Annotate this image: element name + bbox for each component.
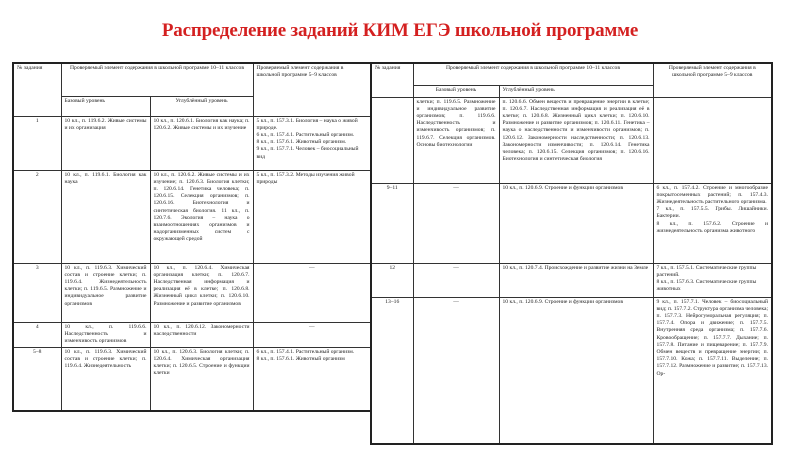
- basic-level-cell: 10 кл., п. 119.6.3. Химический состав и строение клетки; п. 119.6.4. Жизнедеятельность клетки; п. 119.6.5. Размножение и индивидуальное развитие организмов: [61, 263, 150, 322]
- grades-5-9-cell: —: [253, 322, 371, 347]
- basic-level-cell: —: [413, 263, 499, 297]
- header-task-no: № задания: [371, 63, 413, 97]
- grades-5-9-cell: —: [253, 263, 371, 322]
- item: 9 кл., п. 157.7.1. Человек – биосоциальный вид: [256, 146, 359, 160]
- basic-level-cell: —: [413, 297, 499, 444]
- grades-5-9-cell: 9 кл., п. 157.7.1. Человек – биосоциальный вид; п. 157.7.2. Структура организма человека; п. 157.7.3. Нейрогуморальная регуляция; п. 157.7.4. Опора и движение; п. 157.7.5. Внутренняя среда организма; п. 157.7.6. Кровообращение; п. 157.7.7. Дыхание; п. 157.7.8. Питание и пищеварение; п. 157.7.9. Обмен веществ и превращение энергии; п. 157.7.10. Кожа; п. 157.7.11. Выделение; п. 157.7.12. Размножение и развитие; п. 157.7.13. Ор-: [653, 297, 772, 444]
- advanced-level-cell: 10 кл., п. 120.6.9. Строение и функции организмов: [499, 297, 653, 444]
- header-advanced-level: Углублённый уровень: [150, 96, 253, 116]
- task-number: 5–8: [13, 347, 61, 411]
- item: 8 кл., п. 157.6.1. Животный организм: [256, 355, 345, 362]
- advanced-level-cell: 10 кл., п. 120.6.4. Химическая организация клетки; п. 120.6.7. Наследственная информация и реализация её в клетке; п. 120.6.8. Жизненный цикл клетки; п. 120.6.10. Размножение и развитие организмов: [150, 263, 253, 322]
- advanced-level-cell: п. 120.6.6. Обмен веществ и превращение энергии в клетке; п. 120.6.7. Наследственная информация и реализация её в клетке; п. 120.6.8. Жизненный цикл клетки; п. 120.6.10. Размножение и развитие организмов; п. 120.6.11. Генетика – наука о наследственности и изменчивости организмов; п. 120.6.12. Закономерности наследственности; п. 120.6.13. Закономерности изменчивости; п. 120.6.14. Генетика человека; п. 120.6.15. Селекция организмов; п. 120.6.16. Биотехнология и синтетическая биология: [499, 97, 653, 183]
- task-number: [371, 97, 413, 183]
- header-grades-5-9: Проверяемый элемент содержания в школьной программе 5–9 классов: [653, 63, 772, 97]
- item: 8 кл., п. 157.6.3. Систематические группы животных: [656, 278, 757, 293]
- task-number: 12: [371, 263, 413, 297]
- left-distribution-table: [12, 62, 372, 412]
- page-title: Распределение заданий КИМ ЕГЭ школьной программе: [161, 20, 639, 41]
- table-row: [13, 347, 371, 411]
- item: 5 кл., п. 157.3.2. Методы изучения живой природы: [256, 171, 355, 185]
- task-number: 1: [13, 116, 61, 170]
- basic-level-cell: клетки; п. 119.6.5. Размножение и индивидуальное развитие организмов; п. 119.6.6. Наследственность и изменчивость организмов; п. 119.6.7. Селекция организмов. Основы биотехнологии: [413, 97, 499, 183]
- grades-5-9-cell: [253, 170, 371, 263]
- header-basic-level: Базовый уровень: [61, 96, 150, 116]
- header-task-no: № задания: [13, 63, 61, 116]
- task-number: 3: [13, 263, 61, 322]
- header-grades-10-11: Проверяемый элемент содержания в школьной программе 10–11 классов: [413, 63, 653, 85]
- advanced-level-cell: 10 кл., п. 120.7.4. Происхождение и развитие жизни на Земле: [499, 263, 653, 297]
- task-number: 4: [13, 322, 61, 347]
- task-number: 13–16: [371, 297, 413, 444]
- table-row: [371, 297, 772, 444]
- item: 8 кл., п. 157.6.1. Животный организм.: [256, 139, 347, 146]
- table-row: [13, 322, 371, 347]
- table-row: [13, 116, 371, 170]
- grades-5-9-cell: [253, 116, 371, 170]
- task-number: 9–11: [371, 183, 413, 263]
- table-row: [13, 263, 371, 322]
- header-grades-10-11: Проверяемый элемент содержания в школьной программе 10–11 классов: [61, 63, 253, 96]
- header-grades-5-9: Проверяемый элемент содержания в школьной программе 5–9 классов: [253, 63, 371, 116]
- basic-level-cell: 10 кл., п. 119.6.2. Живые системы и их организация: [61, 116, 150, 170]
- right-distribution-table: [370, 62, 773, 445]
- grades-5-9-cell: [653, 183, 772, 263]
- item: 6 кл., п. 157.4.1. Растительный организм.: [256, 348, 355, 355]
- basic-level-cell: 10 кл., п. 119.6.6. Наследственность и изменчивость организмов: [61, 322, 150, 347]
- advanced-level-cell: 10 кл., п. 120.6.12. Закономерности наследственности: [150, 322, 253, 347]
- header-basic-level: Базовый уровень: [413, 85, 499, 97]
- table-row: [371, 97, 772, 183]
- advanced-level-cell: 10 кл., п. 120.6.3. Биология клетки; п. 120.6.4. Химическая организация клетки; п. 120.6.5. Строение и функции клетки: [150, 347, 253, 411]
- table-row: [371, 263, 772, 297]
- task-number: 2: [13, 170, 61, 263]
- grades-5-9-cell: [653, 97, 772, 183]
- advanced-level-cell: 10 кл., п. 120.6.2. Живые системы и их изучение; п. 120.6.3. Биология клетки; п. 120.6.14. Генетика человека; п. 120.6.15. Селекция организмов; п. 120.6.16. Биотехнология и синтетическая биология. 11 кл., п. 120.7.6. Экология – наука о взаимоотношениях организмов и надорганизменных систем с окружающей средой: [150, 170, 253, 263]
- basic-level-cell: 10 кл., п. 119.6.3. Химический состав и строение клетки; п. 119.6.4. Жизнедеятельность: [61, 347, 150, 411]
- item: 8 кл., п. 157.6.2. Строение и жизнедеятельность организма животного: [656, 220, 769, 234]
- header-advanced-level: Углублённый уровень: [499, 85, 653, 97]
- basic-level-cell: 10 кл., п. 119.6.1. Биология как наука: [61, 170, 150, 263]
- item: 7 кл., п. 157.5.5. Грибы. Лишайники. Бактерии.: [656, 206, 769, 220]
- item: 7 кл., п. 157.5.1. Систематические группы растений.: [656, 264, 757, 278]
- advanced-level-cell: 10 кл., п. 120.6.9. Строение и функции организмов: [499, 183, 653, 263]
- advanced-level-cell: 10 кл., п. 120.6.1. Биология как наука; п. 120.6.2. Живые системы и их изучение: [150, 116, 253, 170]
- grades-5-9-cell: [653, 263, 772, 297]
- item: 6 кл., п. 157.4.2. Строение и многообразие покрытосеменных растений; п. 157.4.3. Жизнедеятельность растительного организма.: [656, 184, 769, 205]
- table-row: [371, 183, 772, 263]
- item: 5 кл., п. 157.3.1. Биология – наука о живой природе.: [256, 117, 358, 131]
- table-row: [13, 170, 371, 263]
- basic-level-cell: —: [413, 183, 499, 263]
- grades-5-9-cell: [253, 347, 371, 411]
- item: 6 кл., п. 157.4.1. Растительный организм.: [256, 131, 355, 138]
